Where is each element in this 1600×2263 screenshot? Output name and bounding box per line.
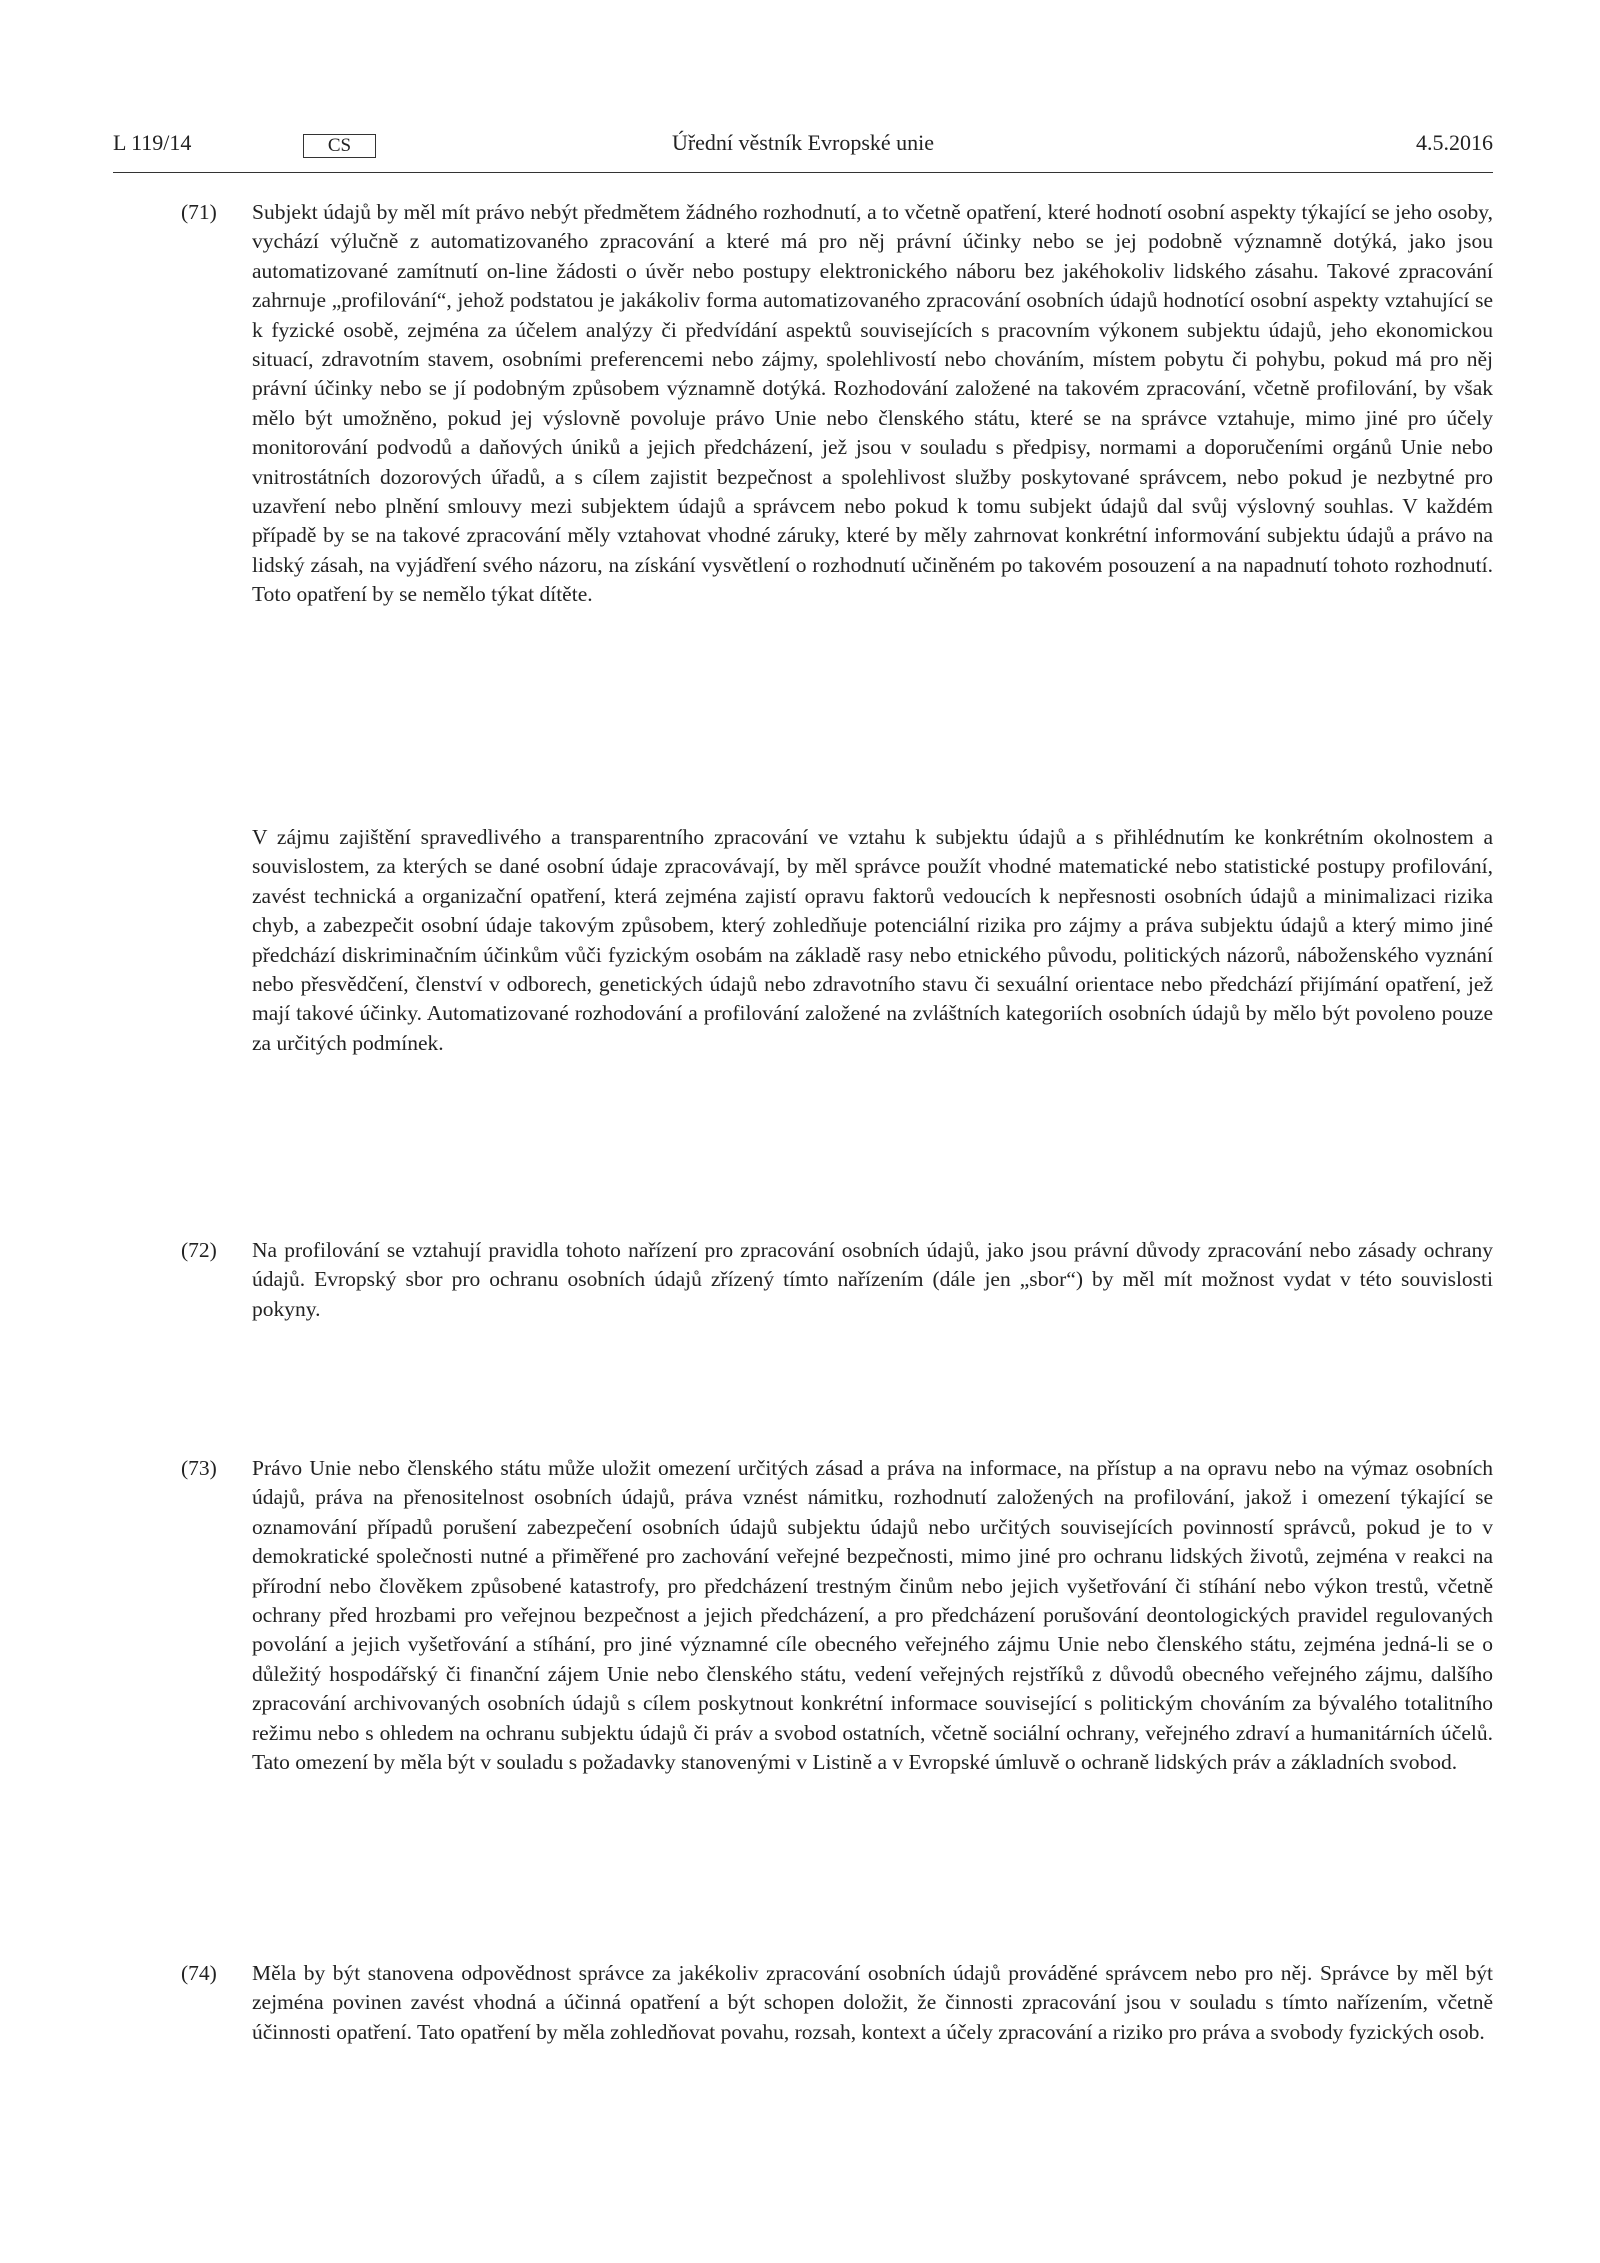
recital-72 (113, 1236, 1493, 1324)
recital-71-continuation (113, 823, 1493, 1058)
language-code-box: CS (303, 134, 376, 158)
recital-71 (113, 198, 1493, 610)
recital-number: (71) (181, 200, 217, 224)
recital-text: V zájmu zajištění spravedlivého a transparentního zpracování ve vztahu k subjektu údajů a s přihlédnutím ke konkrétním okolnostem a souvislostem, za kterých se dané osobní údaje zpracovávají, by měl správce použít vhodné matematické nebo statistické postupy profilování, zavést technická a organizační opatření, která zejména zajistí opravu faktorů vedoucích k nepřesnosti osobních údajů a minimalizaci rizika chyb, a zabezpečit osobní údaje takovým způsobem, který zohledňuje potenciální rizika pro zájmy a práva subjektu údajů a který mimo jiné předchází diskriminačním účinkům vůči fyzickým osobám na základě rasy nebo etnického původu, politických názorů, náboženského vyznání nebo přesvědčení, členství v odborech, genetických údajů nebo zdravotního stavu či sexuální orientace nebo předchází přijímání opatření, jež mají takové účinky. Automatizované rozhodování a profilování založené na zvláštních kategoriích osobních údajů by mělo být povoleno pouze za určitých podmínek. (252, 825, 1493, 1055)
recital-text: Na profilování se vztahují pravidla tohoto nařízení pro zpracování osobních údajů, jako jsou právní důvody zpracování nebo zásady ochrany údajů. Evropský sbor pro ochranu osobních údajů zřízený tímto nařízením (dále jen „sbor“) by měl mít možnost vydat v této souvislosti pokyny. (252, 1238, 1493, 1321)
journal-reference: L 119/14 (113, 130, 192, 155)
recital-number: (73) (181, 1456, 217, 1480)
recital-73 (113, 1454, 1493, 1777)
recital-74 (113, 1959, 1493, 2047)
recital-text: Měla by být stanovena odpovědnost správce za jakékoliv zpracování osobních údajů prováděné správcem nebo pro něj. Správce by měl být zejména povinen zavést vhodná a účinná opatření a být schopen doložit, že činnosti zpracování jsou v souladu s tímto nařízením, včetně účinnosti opatření. Tato opatření by měla zohledňovat povahu, rozsah, kontext a účely zpracování a riziko pro práva a svobody fyzických osob. (252, 1961, 1493, 2044)
page-header (113, 128, 1493, 173)
recital-text: Právo Unie nebo členského státu může uložit omezení určitých zásad a práva na informace, na přístup a na opravu nebo na výmaz osobních údajů, práva na přenositelnost osobních údajů, práva vznést námitku, rozhodnutí založených na profilování, jakož i omezení týkající se oznamování případů porušení zabezpečení osobních údajů subjektu údajů nebo určitých souvisejících povinností správců, pokud je to v demokratické společnosti nutné a přiměřené pro zachování veřejné bezpečnosti, mimo jiné pro ochranu lidských životů, zejména v reakci na přírodní nebo člověkem způsobené katastrofy, pro předcházení trestným činům nebo jejich vyšetřování či stíhání nebo výkon trestů, včetně ochrany před hrozbami pro veřejnou bezpečnost a jejich předcházení, a pro předcházení porušování deontologických pravidel regulovaných povolání a jejich vyšetřování a stíhání, pro jiné významné cíle obecného veřejného zájmu Unie nebo členského státu, zejména jedná-li se o důležitý hospodářský či finanční zájem Unie nebo členského státu, vedení veřejných rejstříků z důvodů obecného veřejného zájmu, dalšího zpracování archivovaných osobních údajů s cílem poskytnout konkrétní informace související s politickým chováním za bývalého totalitního režimu nebo s ohledem na ochranu subjektu údajů či práv a svobod ostatních, včetně sociální ochrany, veřejného zdraví a humanitárních účelů. Tato omezení by měla být v souladu s požadavky stanovenými v Listině a v Evropské úmluvě o ochraně lidských práv a základních svobod. (252, 1456, 1493, 1775)
recital-number: (74) (181, 1961, 217, 1985)
recital-text: Subjekt údajů by měl mít právo nebýt předmětem žádného rozhodnutí, a to včetně opatření, které hodnotí osobní aspekty týkající se jeho osoby, vychází výlučně z automatizovaného zpracování a které má pro něj právní účinky nebo se jej podobně významně dotýká, jako jsou automatizované zamítnutí on-line žádosti o úvěr nebo postupy elektronického náboru bez jakéhokoliv lidského zásahu. Takové zpracování zahrnuje „profilování“, jehož podstatou je jakákoliv forma automatizovaného zpracování osobních údajů hodnotící osobní aspekty vztahující se k fyzické osobě, zejména za účelem analýzy či předvídání aspektů souvisejících s pracovním výkonem subjektu údajů, jeho ekonomickou situací, zdravotním stavem, osobními preferencemi nebo zájmy, spolehlivostí nebo chováním, místem pobytu či pohybu, pokud má pro něj právní účinky nebo se jí podobným způsobem významně dotýká. Rozhodování založené na takovém zpracování, včetně profilování, by však mělo být umožněno, pokud jej výslovně povoluje právo Unie nebo členského státu, které se na správce vztahuje, mimo jiné pro účely monitorování podvodů a daňových úniků a jejich předcházení, jež jsou v souladu s předpisy, normami a doporučeními orgánů Unie nebo vnitrostátních dozorových úřadů, a s cílem zajistit bezpečnost a spolehlivost služby poskytované správcem, nebo pokud je nezbytné pro uzavření nebo plnění smlouvy mezi subjektem údajů a správcem nebo pokud k tomu subjekt údajů dal svůj výslovný souhlas. V každém případě by se na takové zpracování měly vztahovat vhodné záruky, které by měly zahrnovat konkrétní informování subjektu údajů a právo na lidský zásah, na vyjádření svého názoru, na získání vysvětlení o rozhodnutí učiněném po takovém posouzení a na napadnutí tohoto rozhodnutí. Toto opatření by se nemělo týkat dítěte. (252, 200, 1493, 607)
publication-date: 4.5.2016 (1416, 130, 1493, 155)
journal-title: Úřední věstník Evropské unie (671, 130, 935, 155)
recital-number: (72) (181, 1238, 217, 1262)
